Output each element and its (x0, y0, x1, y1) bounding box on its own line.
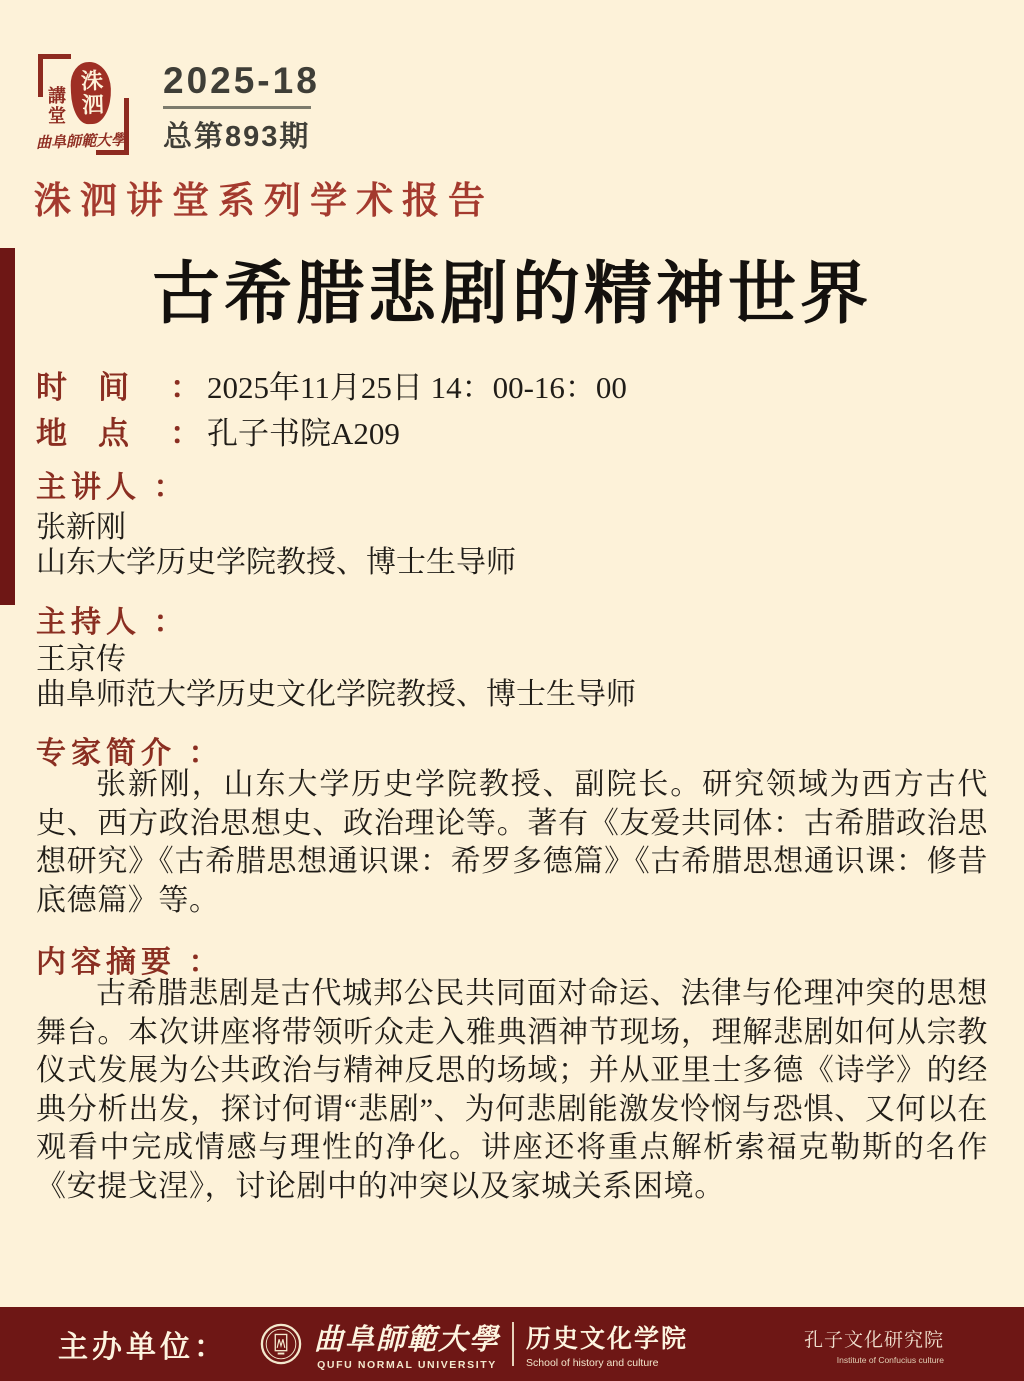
time-colon: ： (170, 370, 201, 405)
footer-band (0, 1307, 1024, 1381)
logo-university-script: 曲阜師範大學 (35, 132, 127, 152)
lecture-title: 古希腊悲剧的精神世界 (151, 256, 872, 332)
co-organizer-name: 孔子文化研究院 (803, 1330, 944, 1351)
zhusi-lecture-logo (35, 50, 133, 155)
place-row (36, 408, 400, 453)
place-label: 地 点 (36, 416, 129, 451)
co-organizer-block (804, 1325, 944, 1365)
speaker-title: 山东大学历史学院教授、博士生导师 (36, 546, 516, 579)
abstract-label: 内容摘要 (36, 946, 176, 979)
abstract-text: 古希腊悲剧是古代城邦公民共同面对命运、法律与伦理冲突的思想舞台。本次讲座将带领听众走入雅典酒神节现场，理解悲剧如何从宗教仪式发展为公共政治与精神反思的场域；并从亚里士多德《诗学》的经典分析出发，探讨何谓“悲剧”、为何悲剧能激发怜悯与恐惧、又何以在观看中完成情感与理性的净化。讲座还将重点解析索福克勒斯的名作《安提戈涅》，讨论剧中的冲突以及家城关系困境。 (36, 977, 988, 1203)
issue-block (163, 60, 320, 155)
speaker-label-row (36, 462, 189, 506)
college-name: 历史文化学院 (526, 1326, 689, 1353)
university-seal-icon (260, 1323, 302, 1365)
co-organizer-name-en: Institute of Confucius culture (836, 1355, 944, 1365)
footer-divider-line (512, 1322, 514, 1366)
logo-hall-vertical-text: 講堂 (46, 86, 66, 126)
issue-total: 总第893期 (163, 121, 311, 153)
college-block (526, 1319, 688, 1369)
university-name: 曲阜師範大學 (314, 1324, 501, 1356)
expert-intro-colon: ： (188, 737, 224, 770)
time-row (36, 362, 627, 407)
speaker-name: 张新刚 (36, 511, 126, 544)
place-value: 孔子书院A209 (207, 416, 400, 451)
host-colon: ： (153, 606, 189, 639)
time-value: 2025年11月25日 14：00-16：00 (207, 370, 627, 405)
host-name: 王京传 (36, 643, 126, 676)
left-accent-bar (0, 248, 15, 605)
host-label: 主持人 (36, 606, 141, 639)
issue-number: 2025-18 (163, 60, 320, 101)
issue-divider-line (163, 106, 311, 109)
place-colon: ： (170, 416, 201, 451)
speaker-colon: ： (153, 471, 189, 504)
host-title: 曲阜师范大学历史文化学院教授、博士生导师 (36, 678, 636, 711)
college-name-en: School of history and culture (526, 1357, 659, 1369)
university-name-en: QUFU NORMAL UNIVERSITY (317, 1359, 497, 1371)
time-label: 时 间 (36, 370, 129, 405)
abstract-colon: ： (188, 946, 224, 979)
series-title: 洙泗讲堂系列学术报告 (34, 181, 494, 222)
footer-content (58, 1307, 688, 1381)
organizer-label: 主办单位： (58, 1331, 228, 1364)
speaker-label: 主讲人 (36, 471, 141, 504)
university-block (314, 1317, 500, 1371)
expert-intro-label: 专家简介 (36, 737, 176, 770)
seal-text: 洙泗 (78, 68, 105, 118)
expert-intro-text: 张新刚，山东大学历史学院教授、副院长。研究领域为西方古代史、西方政治思想史、政治理论等。著有《友爱共同体：古希腊政治思想研究》《古希腊思想通识课：希罗多德篇》《古希腊思想通识课：修昔底德篇》等。 (36, 768, 988, 917)
